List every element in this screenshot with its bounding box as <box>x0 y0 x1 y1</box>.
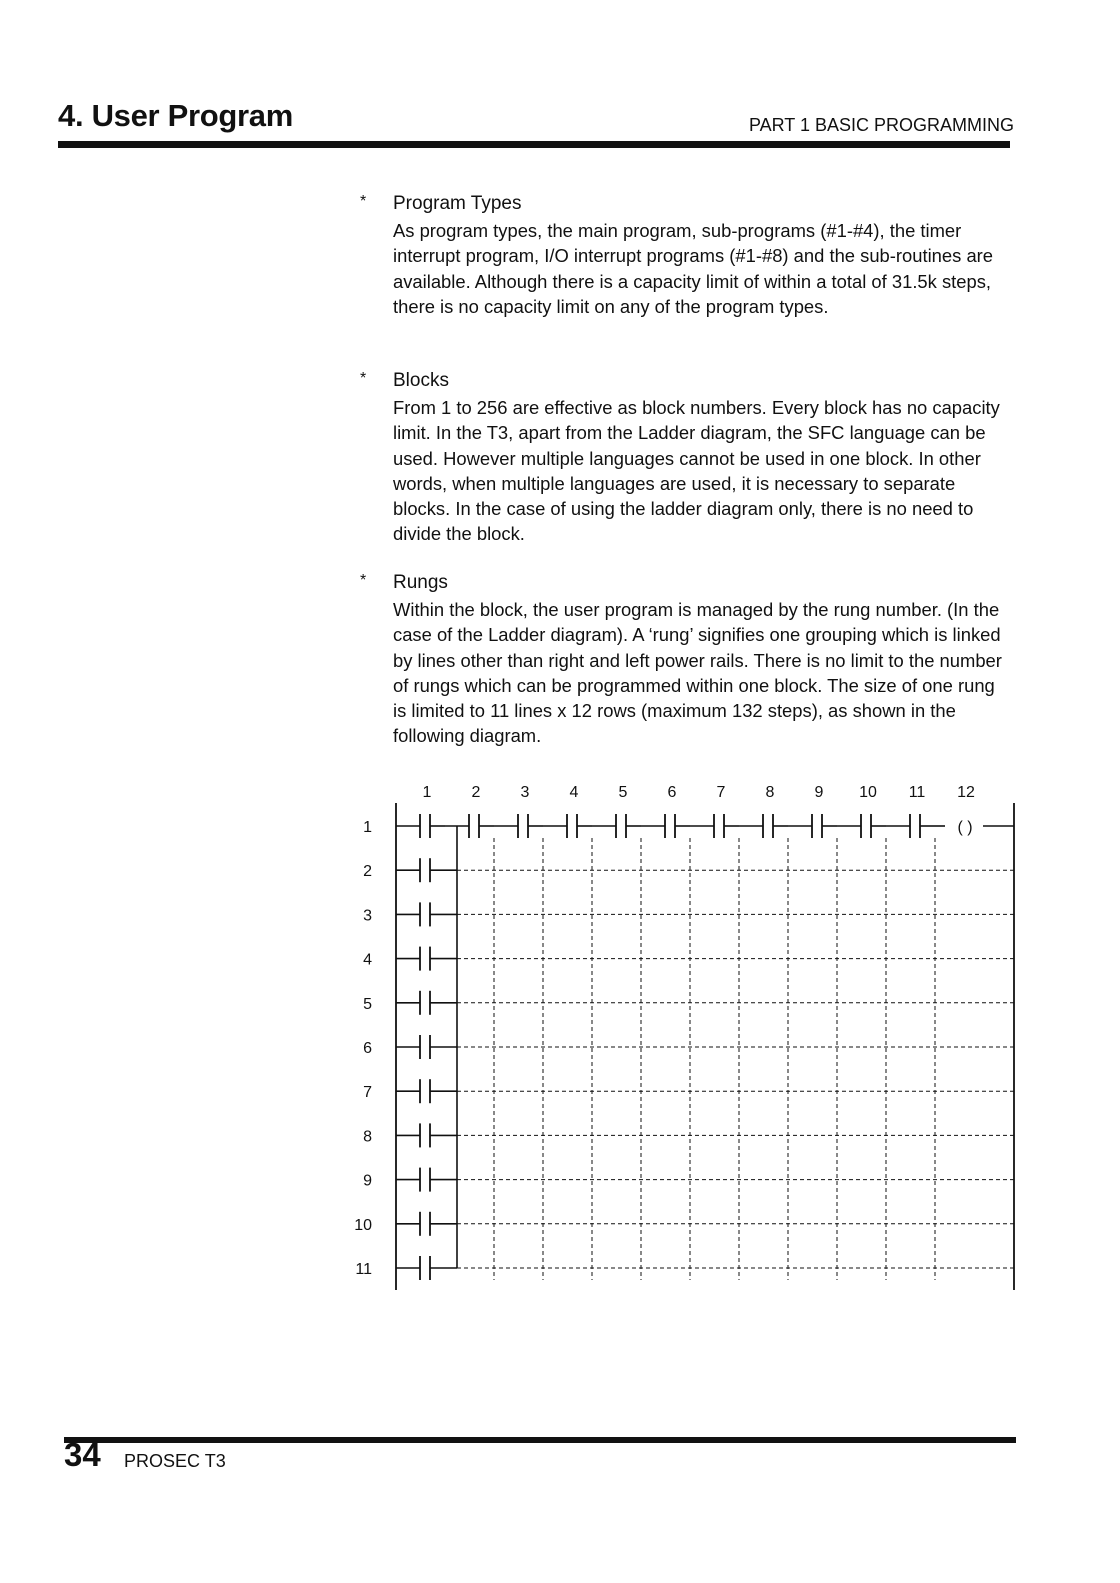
section-body: As program types, the main program, sub-programs (#1-#4), the timer interrupt program, I/O interrupt programs (#1-#8) and the sub-routines are available. Although there is a capacity limit of within a total of 31.5k steps, there is no capacity limit on any of the program types. <box>393 220 994 317</box>
column-label: 3 <box>520 784 530 801</box>
bullet-marker: * <box>360 370 367 387</box>
coil-symbol: ( ) <box>957 819 973 836</box>
row-label: 7 <box>363 1084 372 1102</box>
row-label: 8 <box>363 1128 372 1146</box>
bullet-marker: * <box>360 193 367 210</box>
footer-product: PROSEC T3 <box>124 1451 226 1471</box>
bullet-marker: * <box>360 572 367 589</box>
part-label: PART 1 BASIC PROGRAMMING <box>748 115 1014 135</box>
page-title: 4. User Program <box>58 98 293 133</box>
row-label: 9 <box>363 1172 372 1190</box>
row-label: 11 <box>355 1261 372 1278</box>
column-label: 2 <box>471 784 481 801</box>
row-label: 2 <box>363 863 372 881</box>
row-label: 1 <box>363 819 372 836</box>
column-label: 7 <box>716 784 726 801</box>
column-label: 1 <box>422 784 432 801</box>
column-label: 9 <box>814 784 824 801</box>
row-label: 4 <box>363 951 372 969</box>
section-title: Program Types <box>393 193 522 214</box>
column-label: 11 <box>908 784 926 801</box>
column-label: 8 <box>765 784 775 801</box>
row-label: 10 <box>354 1216 372 1234</box>
row-label: 6 <box>363 1040 372 1057</box>
column-label: 6 <box>667 784 677 801</box>
row-label: 5 <box>363 995 372 1013</box>
column-label: 12 <box>957 784 975 801</box>
column-label: 4 <box>569 784 579 801</box>
section-title: Blocks <box>393 370 449 391</box>
column-label: 5 <box>618 784 628 801</box>
row-label: 3 <box>363 907 372 925</box>
page-number: 34 <box>64 1436 101 1473</box>
section-title: Rungs <box>393 572 448 593</box>
section-body: Within the block, the user program is managed by the rung number. (In the case of the Ladder diagram). A ‘rung’ signifies one grouping which is linked by lines other than right and left power rails. There is no limit to the number of rungs which can be programmed within one block. The size of one rung is limited to 11 lines x 12 rows (maximum 132 steps), as shown in the following diagram. <box>393 599 1002 747</box>
footer-rule <box>64 1437 1016 1443</box>
section-body: From 1 to 256 are effective as block numbers. Every block has no capacity limit. In the T3, apart from the Ladder diagram, the SFC language can be used. However multiple languages cannot be used in one block. In other words, when multiple languages are used, it is necessary to separate blocks. In the case of using the ladder diagram only, there is no need to divide the block. <box>393 397 1000 545</box>
column-label: 10 <box>859 784 877 801</box>
